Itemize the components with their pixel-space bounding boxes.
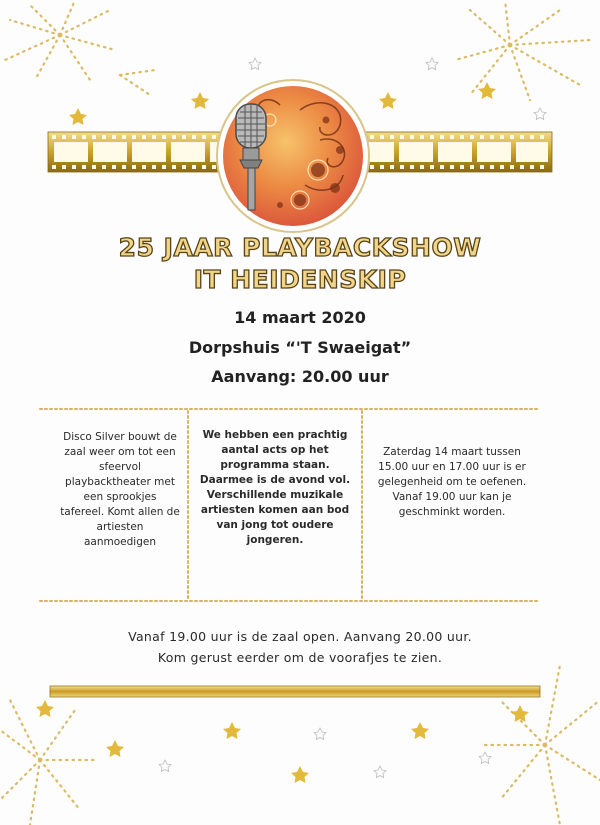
star-icon: [379, 92, 397, 109]
star-icon: [478, 82, 496, 99]
sparkle-burst-top-left: [5, 0, 155, 95]
gold-bar: [50, 686, 540, 697]
star-icon: [511, 705, 529, 722]
sparkle-burst-top-right: [455, 0, 590, 100]
star-icon: [36, 700, 54, 717]
star-icon: [106, 740, 124, 757]
film-strip-left: [48, 132, 243, 172]
star-icon: [223, 722, 241, 739]
event-venue: Dorpshuis “'T Swaeigat”: [188, 338, 412, 357]
footer-line-1: Vanaf 19.00 uur is de zaal open. Aanvang 20.00 uur.: [128, 629, 472, 644]
footer-line-2: Kom gerust eerder om de voorafjes te zien.: [157, 650, 443, 665]
sparkle-burst-bottom-left: [0, 700, 95, 825]
film-strip-right: [355, 132, 552, 172]
column-left-text: Disco Silver bouwt de zaal weer om tot een sfeervol playbacktheater met een sprookjes tafereel. Komt allen de artiesten aanmoedigen: [60, 431, 180, 548]
column-right-text: Zaterdag 14 maart tussen 15.00 uur en 17.00 uur is er gelegenheid om te oefenen. Vanaf 19.00 uur kan je geschminkt worden.: [377, 446, 527, 518]
event-start-time: Aanvang: 20.00 uur: [211, 367, 389, 386]
microphone-logo: [217, 80, 369, 232]
star-icon: [411, 722, 429, 739]
title-line-1: 25 JAAR PLAYBACKSHOW: [118, 233, 482, 262]
star-icon: [291, 766, 309, 783]
event-date: 14 maart 2020: [234, 308, 366, 327]
star-icon: [69, 108, 87, 125]
title-line-2: IT HEIDENSKIP: [193, 265, 407, 294]
column-middle-text: We hebben een prachtig aantal acts op het programma staan. Daarmee is de avond vol. Verschillende muzikale artiesten komen aan bod van jong tot oudere jongeren.: [199, 429, 351, 546]
star-icon: [191, 92, 209, 109]
